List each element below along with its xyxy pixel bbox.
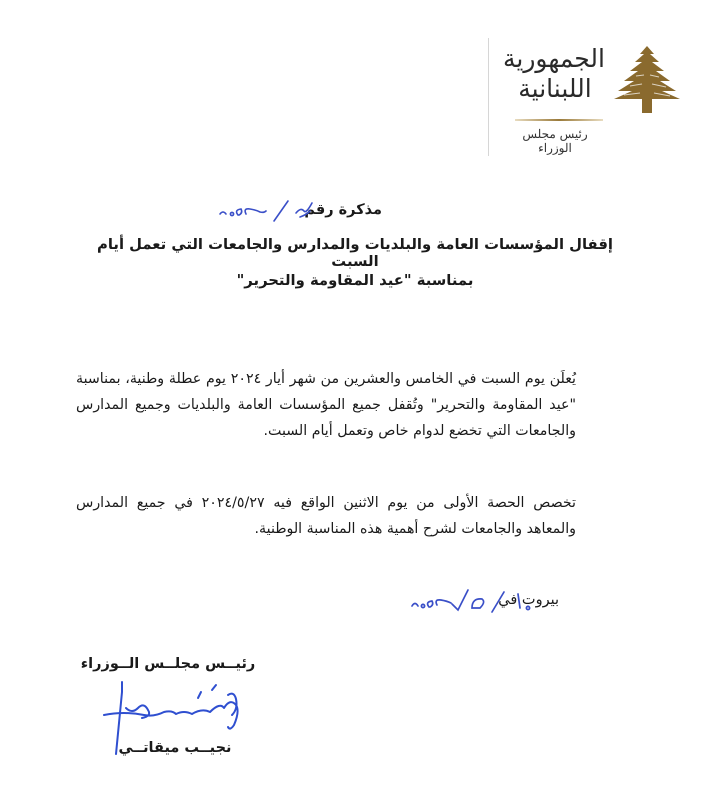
memo-number-label: مذكرة رقم (304, 202, 382, 218)
memo-number-handwritten (216, 197, 326, 228)
letterhead-office: رئيس مجلس الوزراء (522, 127, 588, 155)
signatory-name: نجيــب ميقاتــي (118, 740, 232, 756)
country-line-2: اللبنانية (518, 74, 592, 103)
signatory-title: رئيــس مجلــس الــوزراء (80, 656, 256, 672)
letterhead-gold-rule (515, 119, 603, 121)
country-line-1: الجمهورية (502, 44, 605, 73)
memo-title-line-1: إقفال المؤسسات العامة والبلديات والمدارس والجامعات التي تعمل أيام السبت (97, 236, 613, 270)
letterhead-divider (488, 38, 489, 156)
memo-title-line-2: بمناسبة "عيد المقاومة والتحرير" (236, 272, 474, 289)
handwritten-memo-number-icon (216, 197, 326, 223)
body-paragraph-2: تخصص الحصة الأولى من يوم الاثنين الواقع فيه ٢٠٢٤/٥/٢٧ في جميع المدارس والمعاهد والجامعات لشرح أهمية هذه المناسبة الوطنية. (76, 495, 577, 537)
body-paragraph-1: يُعلَن يوم السبت في الخامس والعشرين من شهر أيار ٢٠٢٤ يوم عطلة وطنية، بمناسبة "عيد المقاومة والتحرير" وتُقفل جميع المؤسسات العامة والبلديات وجميع المدارس والجامعات التي تخضع لدوام خاص وتعمل أيام السبت. (76, 371, 576, 439)
dateline-date-handwritten (408, 586, 548, 621)
dateline-place-label: بيروت في (498, 592, 559, 608)
handwritten-date-icon (408, 586, 548, 616)
cedar-tree-icon (612, 44, 682, 114)
letterhead-country-name (502, 44, 605, 104)
